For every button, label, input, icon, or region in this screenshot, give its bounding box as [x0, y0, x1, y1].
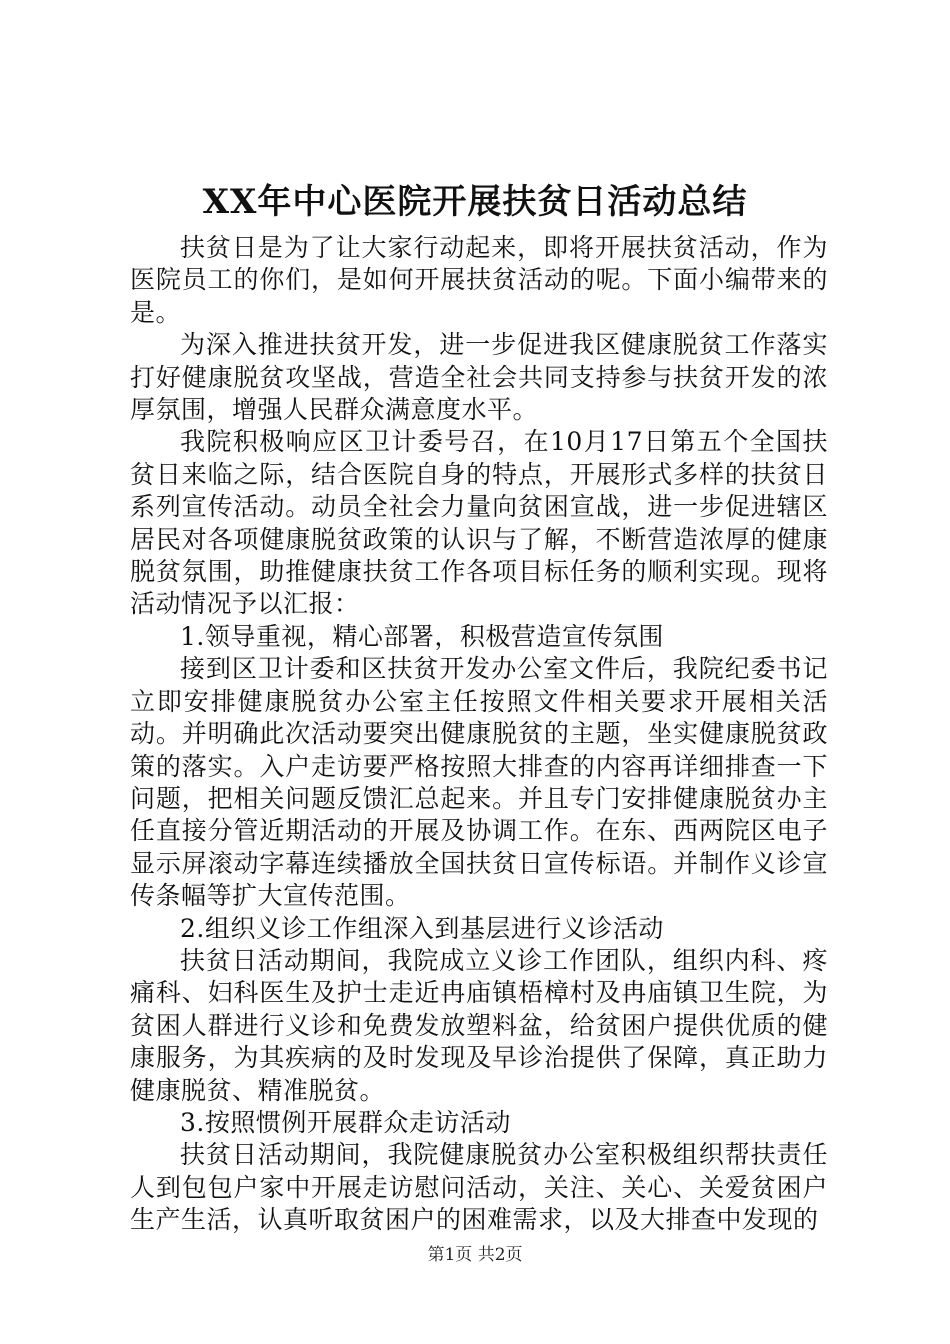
body-paragraph: 扶贫日活动期间，我院成立义诊工作团队，组织内科、疼痛科、妇科医生及护士走近冉庙镇梧樟村及冉庙镇卫生院，为贫困人群进行义诊和免费发放塑料盆，给贫困户提供优质的健康服务，为其疾病的及时发现及早诊治提供了保障，真正助力健康脱贫、精准脱贫。 [130, 945, 828, 1105]
body-paragraph: 接到区卫计委和区扶贫开发办公室文件后，我院纪委书记立即安排健康脱贫办公室主任按照文件相关要求开展相关活动。并明确此次活动要突出健康脱贫的主题，坐实健康脱贫政策的落实。入户走访要严格按照大排查的内容再详细排查一下问题，把相关问题反馈汇总起来。并且专门安排健康脱贫办主任直接分管近期活动的开展及协调工作。在东、西两院区电子显示屏滚动字幕连续播放全国扶贫日宣传标语。并制作义诊宣传条幅等扩大宣传范围。 [130, 654, 828, 911]
page-number-footer: 第1页 共2页 [427, 1245, 523, 1265]
section-heading: 1.领导重视，精心部署，积极营造宣传氛围 [180, 621, 664, 651]
body-paragraph: 扶贫日是为了让大家行动起来，即将开展扶贫活动，作为医院员工的你们，是如何开展扶贫活动的呢。下面小编带来的是。 [130, 233, 828, 327]
body-paragraph: 扶贫日活动期间，我院健康脱贫办公室积极组织帮扶责任人到包包户家中开展走访慰问活动，关注、关心、关爱贫困户生产生活，认真听取贫困户的困难需求，以及大排查中发现的 [130, 1140, 828, 1235]
section-heading: 3.按照惯例开展群众走访活动 [180, 1107, 511, 1137]
section-heading: 2.组织义诊工作组深入到基层进行义诊活动 [180, 913, 664, 943]
body-paragraph: 为深入推进扶贫开发，进一步促进我区健康脱贫工作落实打好健康脱贫攻坚战，营造全社会共同支持参与扶贫开发的浓厚氛围，增强人民群众满意度水平。 [130, 330, 828, 425]
document-title: XX年中心医院开展扶贫日活动总结 [202, 182, 748, 222]
document-body [130, 232, 828, 1237]
body-paragraph: 我院积极响应区卫计委号召，在10月17日第五个全国扶贫日来临之际，结合医院自身的特点，开展形式多样的扶贫日系列宣传活动。动员全社会力量向贫困宣战，进一步促进辖区居民对各项健康脱贫政策的认识与了解，不断营造浓厚的健康脱贫氛围，助推健康扶贫工作各项目标任务的顺利实现。现将活动情况予以汇报： [130, 427, 828, 619]
